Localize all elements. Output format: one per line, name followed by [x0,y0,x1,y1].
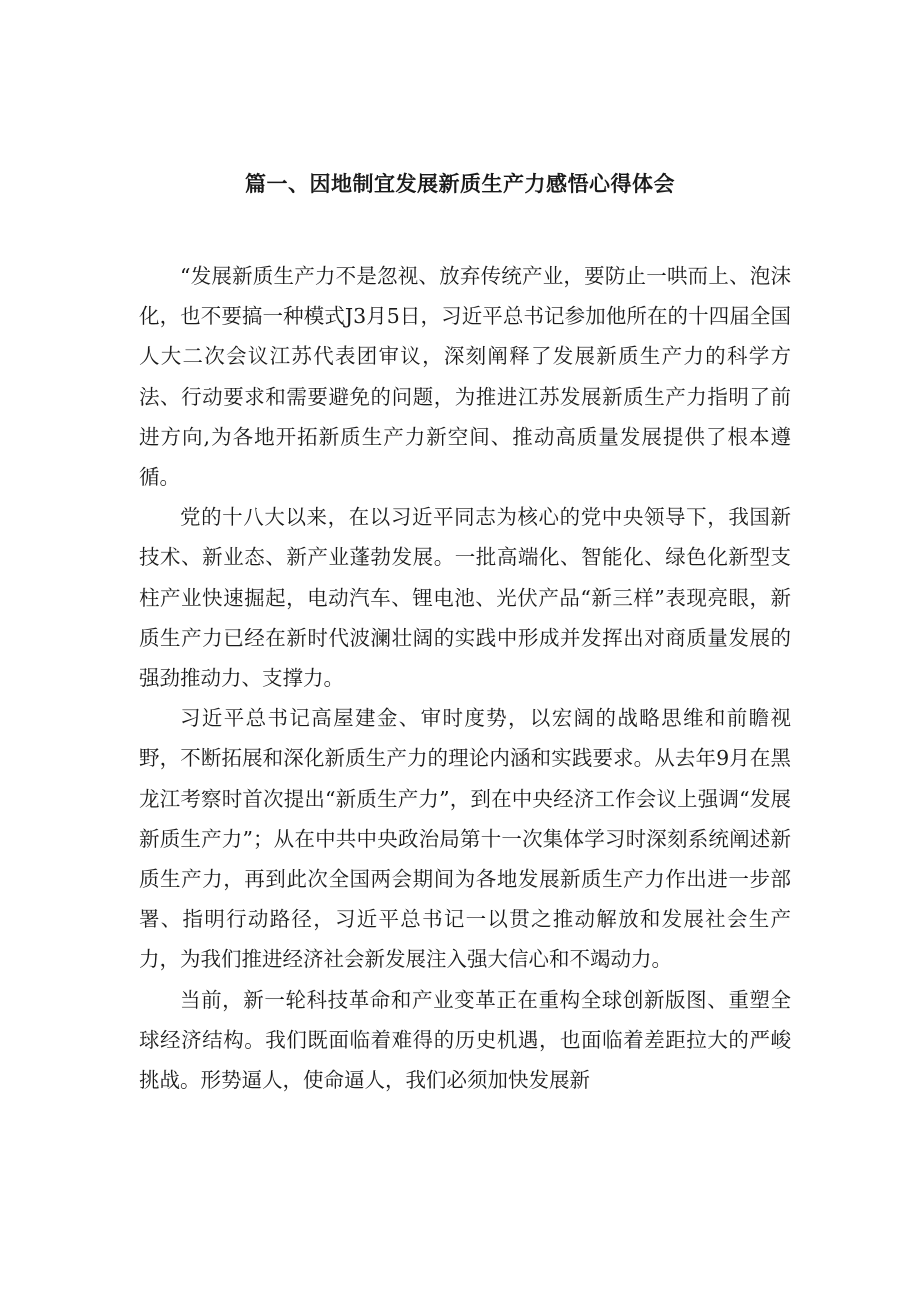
paragraph-1: “发展新质生产力不是忽视、放弃传统产业，要防止一哄而上、泡沫化，也不要搞一种模式J3月5日，习近平总书记参加他所在的十四届全国人大二次会议江苏代表团审议，深刻阐释了发展新质生产力的科学方法、行动要求和需要避免的问题，为推进江苏发展新质生产力指明了前进方向,为各地开拓新质生产力新空间、推动高质量发展提供了根本遵循。 [139,264,791,490]
paragraph-2: 党的十八大以来，在以习近平同志为核心的党中央领导下，我国新技术、新业态、新产业蓬勃发展。一批高端化、智能化、绿色化新型支柱产业快速掘起，电动汽车、锂电池、光伏产品“新三样”表现亮眼，新质生产力已经在新时代波澜壮阔的实践中形成并发挥出对商质量发展的强劲推动力、支撑力。 [139,505,791,691]
paragraph-4: 当前，新一轮科技革命和产业变革正在重构全球创新版图、重塑全球经济结构。我们既面临着难得的历史机遇，也面临着差距拉大的严峻挑战。形势逼人，使命逼人，我们必须加快发展新 [139,987,791,1093]
document-title: 篇一、因地制宜发展新质生产力感悟心得体会 [245,172,675,196]
document-body [139,256,791,1100]
paragraph-3: 习近平总书记高屋建金、审时度势，以宏阔的战略思维和前瞻视野，不断拓展和深化新质生产力的理论内涵和实践要求。从去年9月在黑龙江考察时首次提出“新质生产力”，到在中央经济工作会议上强调“发展新质生产力”；从在中共中央政治局第十一次集体学习时深刻系统阐述新质生产力，再到此次全国两会期间为各地发展新质生产力作出进一步部署、指明行动路径，习近平总书记一以贯之推动解放和发展社会生产力，为我们推进经济社会新发展注入强大信心和不竭动力。 [139,706,791,972]
